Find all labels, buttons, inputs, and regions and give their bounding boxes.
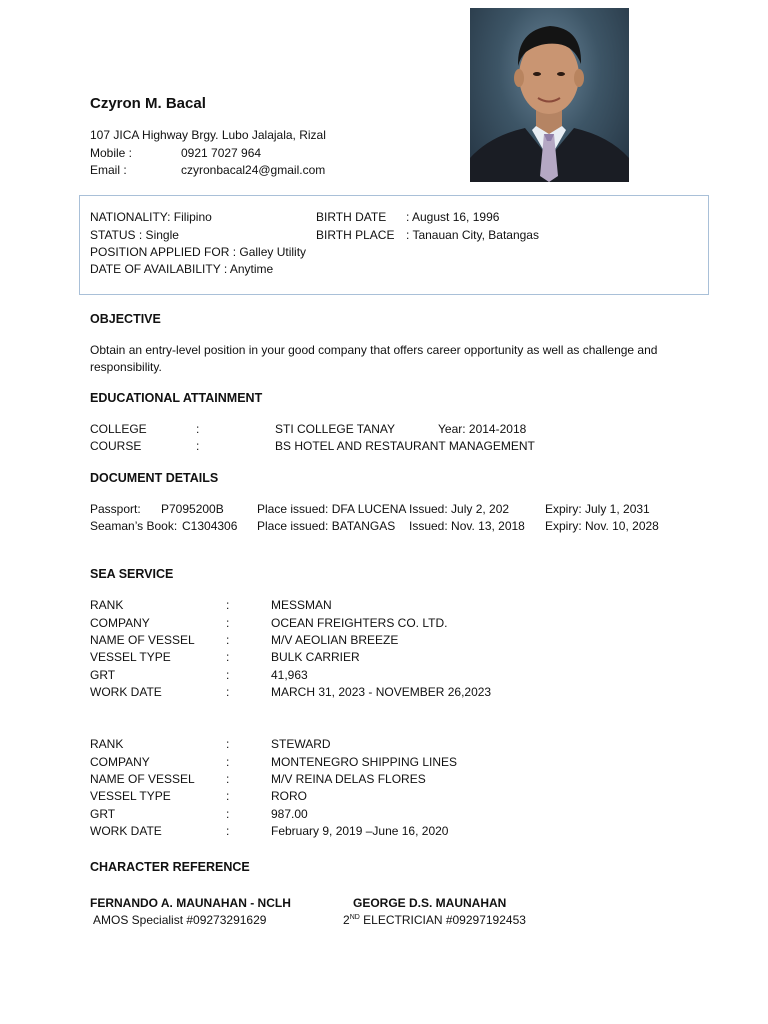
- service-colon: :: [226, 737, 230, 751]
- service-1-vessel: M/V AEOLIAN BREEZE: [271, 633, 399, 647]
- service-label: RANK: [90, 598, 124, 612]
- service-label: WORK DATE: [90, 685, 162, 699]
- passport-label: Passport:: [90, 502, 141, 516]
- passport-issued: Issued: July 2, 202: [409, 502, 510, 516]
- service-colon: :: [226, 668, 230, 682]
- college-colon: :: [196, 422, 200, 436]
- service-colon: :: [226, 685, 230, 699]
- email-label: Email :: [90, 163, 127, 177]
- character-reference-heading: CHARACTER REFERENCE: [90, 860, 250, 874]
- service-colon: :: [226, 755, 230, 769]
- applicant-name: Czyron M. Bacal: [90, 95, 206, 112]
- birth-place-label: BIRTH PLACE: [316, 228, 395, 242]
- service-2-work-date: February 9, 2019 –June 16, 2020: [271, 824, 449, 838]
- service-label: VESSEL TYPE: [90, 789, 171, 803]
- service-colon: :: [226, 650, 230, 664]
- service-label: VESSEL TYPE: [90, 650, 171, 664]
- service-colon: :: [226, 824, 230, 838]
- service-label: WORK DATE: [90, 824, 162, 838]
- seamans-book-place: Place issued: BATANGAS: [257, 519, 396, 533]
- service-1-vessel-type: BULK CARRIER: [271, 650, 360, 664]
- service-colon: :: [226, 789, 230, 803]
- course-value: BS HOTEL AND RESTAURANT MANAGEMENT: [275, 439, 535, 453]
- nationality: NATIONALITY: Filipino: [90, 210, 212, 224]
- mobile-label: Mobile :: [90, 146, 133, 160]
- service-2-grt: 987.00: [271, 807, 308, 821]
- service-label: NAME OF VESSEL: [90, 633, 195, 647]
- college-label: COLLEGE: [90, 422, 147, 436]
- service-2-company: MONTENEGRO SHIPPING LINES: [271, 755, 458, 769]
- course-label: COURSE: [90, 439, 142, 453]
- service-colon: :: [226, 807, 230, 821]
- passport-expiry: Expiry: July 1, 2031: [545, 502, 650, 516]
- service-2-vessel: M/V REINA DELAS FLORES: [271, 772, 426, 786]
- mobile-value: 0921 7027 964: [181, 146, 262, 160]
- reference-1-name: FERNANDO A. MAUNAHAN - NCLH: [90, 896, 291, 910]
- service-colon: :: [226, 616, 230, 630]
- passport-place: Place issued: DFA LUCENA: [257, 502, 407, 516]
- sea-service-heading: SEA SERVICE: [90, 567, 174, 581]
- seamans-book-expiry: Expiry: Nov. 10, 2028: [545, 519, 659, 533]
- service-label: COMPANY: [90, 616, 150, 630]
- birth-date-label: BIRTH DATE: [316, 210, 387, 224]
- date-of-availability: DATE OF AVAILABILITY : Anytime: [90, 262, 274, 276]
- service-colon: :: [226, 598, 230, 612]
- civil-status: STATUS : Single: [90, 228, 179, 242]
- education-heading: EDUCATIONAL ATTAINMENT: [90, 391, 263, 405]
- service-2-rank: STEWARD: [271, 737, 331, 751]
- service-colon: :: [226, 772, 230, 786]
- service-2-vessel-type: RORO: [271, 789, 307, 803]
- course-colon: :: [196, 439, 200, 453]
- service-1-work-date: MARCH 31, 2023 - NOVEMBER 26,2023: [271, 685, 492, 699]
- birth-date-value: : August 16, 1996: [406, 210, 500, 224]
- position-applied: POSITION APPLIED FOR : Galley Utility: [90, 245, 307, 259]
- reference-2-name: GEORGE D.S. MAUNAHAN: [353, 896, 507, 910]
- reference-1-detail: AMOS Specialist #09273291629: [93, 913, 267, 927]
- service-1-grt: 41,963: [271, 668, 308, 682]
- service-colon: :: [226, 633, 230, 647]
- documents-heading: DOCUMENT DETAILS: [90, 471, 219, 485]
- service-1-rank: MESSMAN: [271, 598, 332, 612]
- college-value: STI COLLEGE TANAY: [275, 422, 396, 436]
- passport-number: P7095200B: [161, 502, 224, 516]
- address: 107 JICA Highway Brgy. Lubo Jalajala, Rizal: [90, 128, 326, 142]
- reference-2-detail: 2ND ELECTRICIAN #09297192453: [343, 913, 526, 927]
- portrait-photo: [470, 8, 629, 182]
- seamans-book-number: C1304306: [182, 519, 238, 533]
- college-year: Year: 2014-2018: [438, 422, 527, 436]
- objective-text: Obtain an entry-level position in your good company that offers career opportunity as well as challenge and responsibility.: [90, 343, 658, 374]
- seamans-book-label: Seaman’s Book:: [90, 519, 178, 533]
- email-value: czyronbacal24@gmail.com: [181, 163, 326, 177]
- seamans-book-issued: Issued: Nov. 13, 2018: [409, 519, 525, 533]
- service-label: COMPANY: [90, 755, 150, 769]
- objective-heading: OBJECTIVE: [90, 312, 161, 326]
- service-label: RANK: [90, 737, 124, 751]
- service-label: GRT: [90, 668, 116, 682]
- service-label: NAME OF VESSEL: [90, 772, 195, 786]
- birth-place-value: : Tanauan City, Batangas: [406, 228, 539, 242]
- service-1-company: OCEAN FREIGHTERS CO. LTD.: [271, 616, 448, 630]
- service-label: GRT: [90, 807, 116, 821]
